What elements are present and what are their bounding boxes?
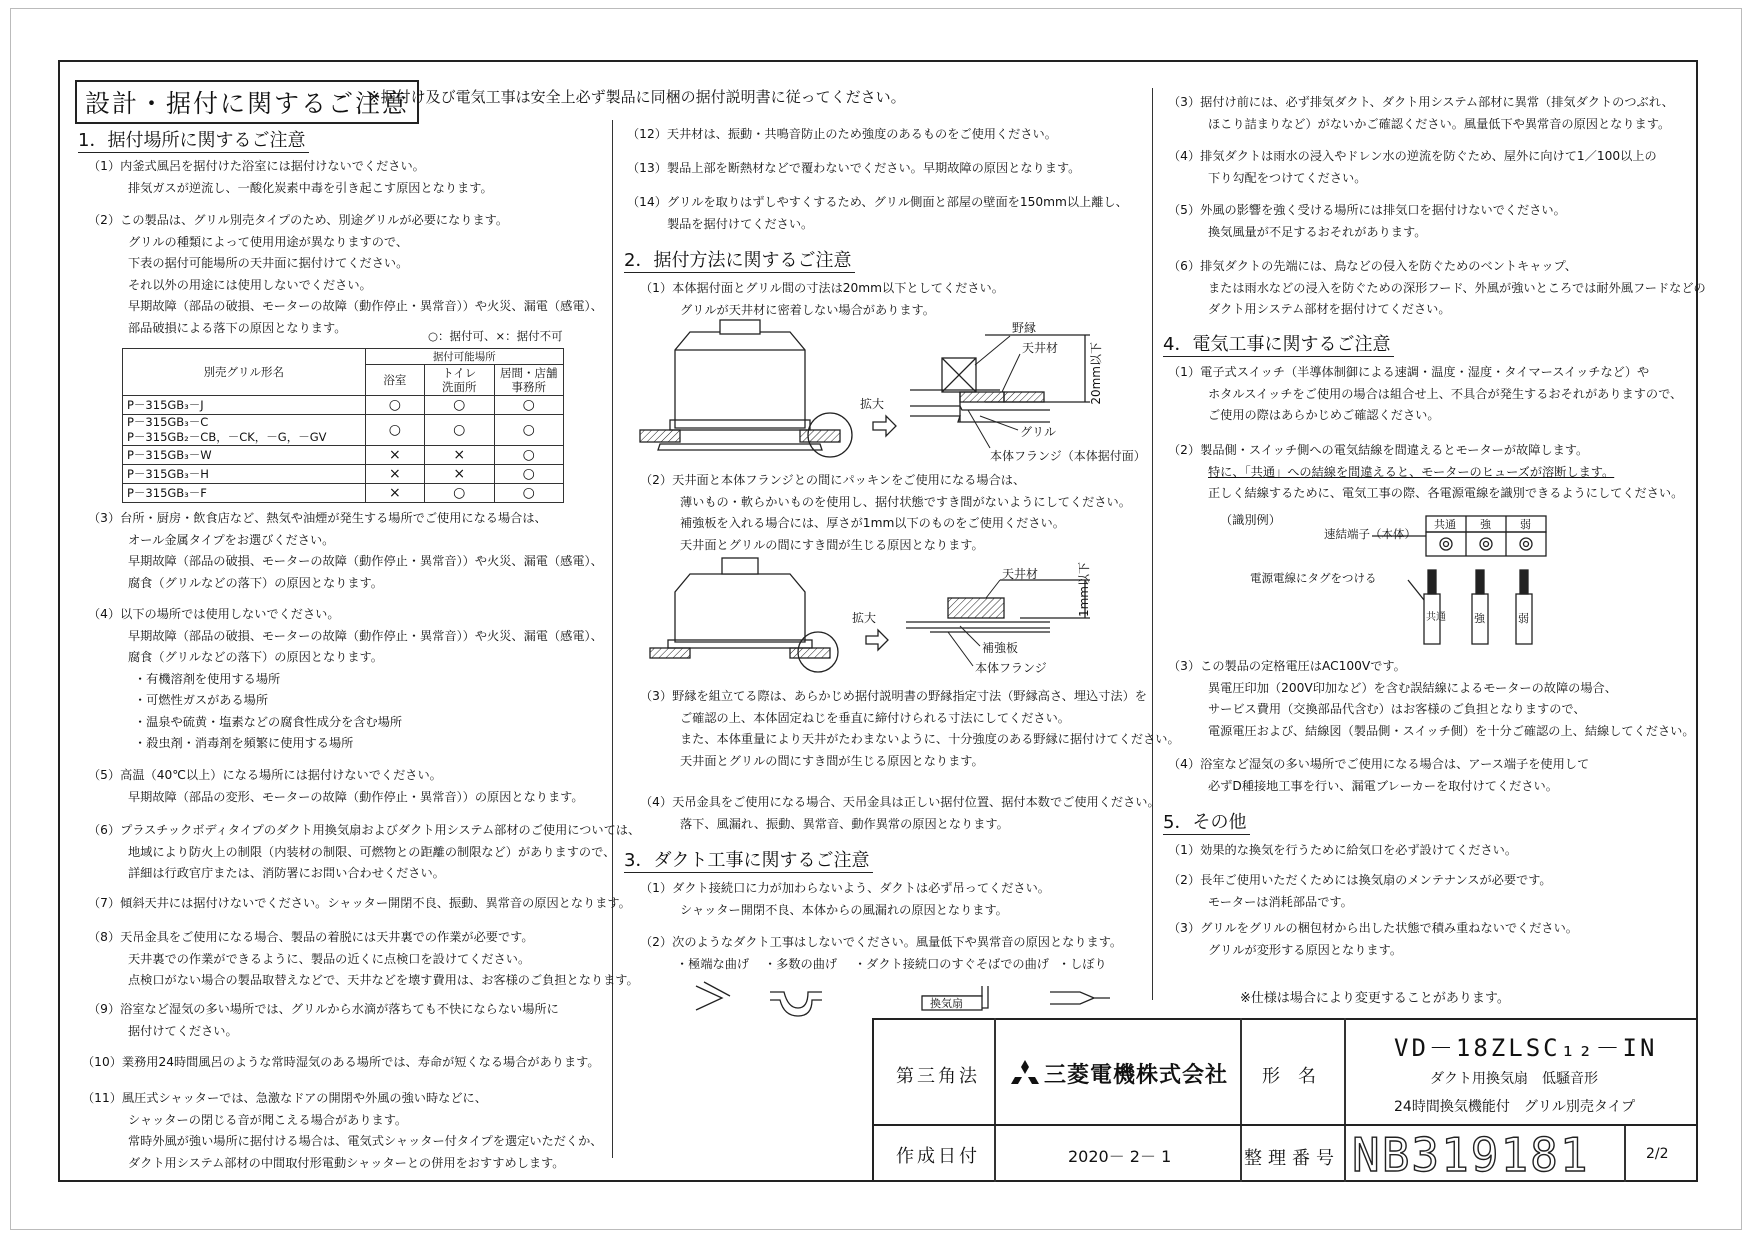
page-title: 設計・据付に関するご注意 [75,80,419,124]
col-bath: 浴室 [365,365,424,396]
bad-duct-diagrams [690,978,1130,1018]
d1-dim: 20mm以下 [1089,342,1103,405]
d2-dim: 1mm以下 [1077,562,1091,618]
s4-item-2: （2）製品側・スイッチ側への電気結線を間違えるとモーターが故障します。 特に、「共通」への結線を間違えると、モーターのヒューズが溶断します。 正しく結線するために、電気工事の際、各電源電線を識別できるようにしてください。 [1168,443,1684,500]
d1-tenjozai: 天井材 [1022,341,1059,355]
s2-item-2: （2）天井面と本体フランジとの間にパッキンをご使用になる場合は、 薄いもの・軟らかいものを使用し、据付状態ですき間がないようにしてください。 補強板を入れる場合には、厚さが1mm以下のものをご使用ください。 天井面とグリルの間にすき間が生じる原因となります。 [640,473,1131,552]
tb-divider [994,1018,996,1182]
s3-item-6: （6）排気ダクトの先端には、鳥などの侵入を防ぐためのベントキャップ、 または雨水などの浸入を防ぐための深形フード、外風が強いところでは耐外風フードなどの ダクト用システム部材を据付けてください。 [1168,259,1706,316]
terminal-label: 速結端子（本体） [1324,527,1416,541]
table-row: P－315GB₃－W × × ○ [123,446,564,465]
table-row: P－315GB₃－C P－315GB₂－CB，－CK，－G，－GV ○ ○ ○ [123,415,564,446]
company-name: 三菱電機株式会社 [1044,1063,1229,1088]
tb-divider [1240,1018,1242,1182]
s1-item-10: （10）業務用24時間風呂のような常時湿気のある場所では、寿命が短くなる場合があります。 [82,1055,600,1069]
section-heading-3: 3．ダクト工事に関するご注意 [624,846,873,872]
model-number: VD－18ZLSC₁₂－IN [1394,1034,1658,1062]
model-desc-2: 24時間換気機能付 グリル別売タイプ [1394,1099,1636,1115]
d2-tenjozai: 天井材 [1002,567,1039,581]
tag-strong: 強 [1474,612,1485,625]
section-heading-2: 2．据付方法に関するご注意 [624,246,855,272]
mounting-diagram-2 [630,552,1150,682]
s1-item-14: （14）グリルを取りはずしやすくするため、グリル側面と部屋の壁面を150mm以上離し、 製品を据付けてください。 [627,195,1128,231]
column-divider [612,120,613,1158]
s5-item-2: （2）長年ご使用いただくためには換気扇のメンテナンスが必要です。 モーターは消耗部品です。 [1168,873,1552,909]
col-grille: 別売グリル形名 [123,349,366,396]
d2-kakudai: 拡大 [852,611,877,625]
d2-flange: 本体フランジ [975,661,1047,675]
column-divider [1152,88,1153,1000]
grille-table [122,348,564,503]
d2-hokyo: 補強板 [982,641,1019,655]
model-label: 形名 [1262,1066,1334,1087]
tag-label: 電源電線にタグをつける [1250,571,1377,585]
s2-item-4: （4）天吊金具をご使用になる場合、天吊金具は正しい据付位置、据付本数でご使用ください。 落下、風漏れ、振動、異常音、動作異常の原因となります。 [640,795,1160,831]
ref-number: NB319181 [1352,1128,1590,1182]
s1-item-3: （3）台所・厨房・飲食店など、熱気や油煙が発生する場所でご使用になる場合は、 オール金属タイプをお選びください。 早期故障（部品の破損、モーターの故障（動作停止・異常音））や火災、漏電（感電）、 腐食（グリルなどの落下）の原因となります。 [88,511,603,590]
tb-hline [872,1124,1698,1126]
s2-item-1: （1）本体据付面とグリル間の寸法は20mm以下としてください。 グリルが天井材に密着しない場合があります。 [640,281,1004,317]
table-legend: ○：据付可、×：据付不可 [428,329,563,343]
header-note: ※据付け及び電気工事は安全上必ず製品に同梱の据付説明書に従ってください。 [368,88,906,106]
d1-kakudai: 拡大 [860,397,885,411]
wiring-diagram [1240,510,1580,650]
s4-item-4: （4）浴室など湿気の多い場所でご使用になる場合は、アース端子を使用して 必ずD種接地工事を行い、漏電ブレーカーを取付けてください。 [1168,757,1590,793]
s1-item-13: （13）製品上部を断熱材などで覆わないでください。早期故障の原因となります。 [627,161,1081,175]
s4-item-3: （3）この製品の定格電圧はAC100Vです。 異電圧印加（200V印加など）を含む誤結線によるモーターの故障の場合、 サービス費用（交換部品代含む）はお客様のご負担となりますので、 電源電圧および、結線図（製品側・スイッチ側）を十分ご確認の上、結線してください。 [1168,659,1695,738]
table-row: P－315GB₃－F × ○ ○ [123,484,564,503]
s3-item-5: （5）外風の影響を強く受ける場所には排気口を据付けないでください。 換気風量が不足するおそれがあります。 [1168,203,1566,239]
s3-item-3: （3）据付け前には、必ず排気ダクト、ダクト用システム部材に異常（排気ダクトのつぶれ、 ほこり詰まりなど）がないかご確認ください。風量低下や異常音の原因となります。 [1168,95,1674,131]
table-row: P－315GB₃－H × × ○ [123,465,564,484]
section-heading-4: 4．電気工事に関するご注意 [1163,330,1394,356]
col-group: 据付可能場所 [365,349,563,365]
terminal-strong: 強 [1480,518,1491,531]
d1-noyobuchi: 野縁 [1012,321,1037,335]
terminal-weak: 弱 [1520,518,1531,531]
section-heading-5: 5．その他 [1163,808,1250,834]
s5-item-3: （3）グリルをグリルの梱包材から出した状態で積み重ねないでください。 グリルが変形する原因となります。 [1168,921,1578,957]
spec-note: ※仕様は場合により変更することがあります。 [1240,991,1510,1006]
tb-divider [1344,1018,1346,1182]
s1-item-9: （9）浴室など湿気の多い場所では、グリルから水滴が落ちても不快にならない場所に 据付けてください。 [88,1002,559,1038]
tag-common: 共通 [1426,612,1446,623]
s2-item-3: （3）野縁を組立てる際は、あらかじめ据付説明書の野縁指定寸法（野縁高さ、埋込寸法）を ご確認の上、本体固定ねじを垂直に締付けられる寸法にしてください。 また、本体重量により天井がたわまないように、十分強度のある野縁に据付けてください。 天井面とグリルの間にすき間が生じる原因となります。 [640,689,1180,768]
s1-item-5: （5）高温（40℃以上）になる場所には据付けないでください。 早期故障（部品の変形、モーターの故障（動作停止・異常音））の原因となります。 [88,768,584,804]
page-number: 2/2 [1646,1146,1669,1162]
s1-item-6: （6）プラスチックボディタイプのダクト用換気扇およびダクト用システム部材のご使用については、 地域により防火上の制限（内装材の制限、可燃物との距離の制限など）がありますので、 詳細は行政官庁または、消防署にお問い合わせください。 [88,823,641,880]
col-living: 居間・店舗 事務所 [494,365,564,396]
wiring-example-label: （識別例） [1220,513,1281,527]
model-desc-1: ダクト用換気扇 低騒音形 [1430,1071,1598,1087]
s4-item-1: （1）電子式スイッチ（半導体制御による速調・温度・湿度・タイマースイッチなど）や ホタルスイッチをご使用の場合は組合せ上、不具合が発生するおそれがありますので、 ご使用の際はあらかじめご確認ください。 [1168,365,1683,422]
tag-weak: 弱 [1518,612,1529,625]
d1-flange: 本体フランジ（本体据付面） [990,449,1146,463]
s1-item-12: （12）天井材は、振動・共鳴音防止のため強度のあるものをご使用ください。 [627,127,1057,141]
s5-item-1: （1）効果的な換気を行うために給気口を必ず設けてください。 [1168,843,1518,857]
s1-item-8: （8）天吊金具をご使用になる場合、製品の着脱には天井裏での作業が必要です。 天井裏での作業ができるように、製品の近くに点検口を設けてください。 点検口がない場合の製品取替えなどで、天井などを壊す費用は、お客様のご負担となります。 [88,930,639,987]
tb-divider [1624,1124,1626,1182]
mounting-diagram-1 [630,310,1150,470]
s1-item-11: （11）風圧式シャッターでは、急激なドアの開閉や外風の強い時などに、 シャッターの閉じる音が聞こえる場合があります。 常時外風が強い場所に据付ける場合は、電気式シャッター付タイプを選定いただくか、 ダクト用システム部材の中間取付形電動シャッターとの併用をおすすめします。 [82,1091,603,1170]
projection-label: 第三角法 [896,1066,980,1087]
company-logo [1010,1058,1228,1089]
s3-item-1: （1）ダクト接続口に力が加わらないよう、ダクトは必ず吊ってください。 シャッター開閉不良、本体からの風漏れの原因となります。 [640,881,1050,917]
s1-item-4: （4）以下の場所では使用しないでください。 早期故障（部品の破損、モーターの故障（動作停止・異常音））や火災、漏電（感電）、 腐食（グリルなどの落下）の原因となります。 ・有機溶剤を使用する場所 ・可燃性ガスがある場所 ・温泉や硫黄・塩素などの腐食性成分を含む場所 ・殺虫剤・消毒剤を頻繁に使用する場所 [88,607,603,750]
s3-item-2: （2）次のようなダクト工事はしないでください。風量低下や異常音の原因となります。 [640,935,1123,949]
section-heading-1: 1．据付場所に関するご注意 [78,126,309,152]
ref-label: 整理番号 [1244,1148,1340,1169]
date-label: 作成日付 [896,1146,980,1167]
s1-item-1: （1）内釜式風呂を据付けた浴室には据付けないでください。 排気ガスが逆流し、一酸化炭素中毒を引き起こす原因となります。 [88,159,493,195]
s1-item-2: （2）この製品は、グリル別売タイプのため、別途グリルが必要になります。 グリルの種類によって使用用途が異なりますので、 下表の据付可能場所の天井面に据付けてください。 それ以外の用途には使用しないでください。 早期故障（部品の破損、モーターの故障（動作停止・異常音））や火災、漏電（感電）、 部品破損による落下の原因となります。 [88,213,603,335]
d1-grille: グリル [1020,425,1057,439]
fan-label: 換気扇 [930,997,963,1010]
s3-item-4: （4）排気ダクトは雨水の浸入やドレン水の逆流を防ぐため、屋外に向けて1／100以上の 下り勾配をつけてください。 [1168,149,1657,185]
table-row: P－315GB₃－J ○ ○ ○ [123,396,564,415]
col-toilet: トイレ 洗面所 [425,365,494,396]
mitsubishi-logo-icon [1010,1060,1040,1088]
date-value: 2020－ 2－ 1 [1068,1147,1172,1166]
s1-item-7: （7）傾斜天井には据付けないでください。シャッター開閉不良、振動、異常音の原因となります。 [88,896,631,910]
terminal-common: 共通 [1434,518,1456,531]
